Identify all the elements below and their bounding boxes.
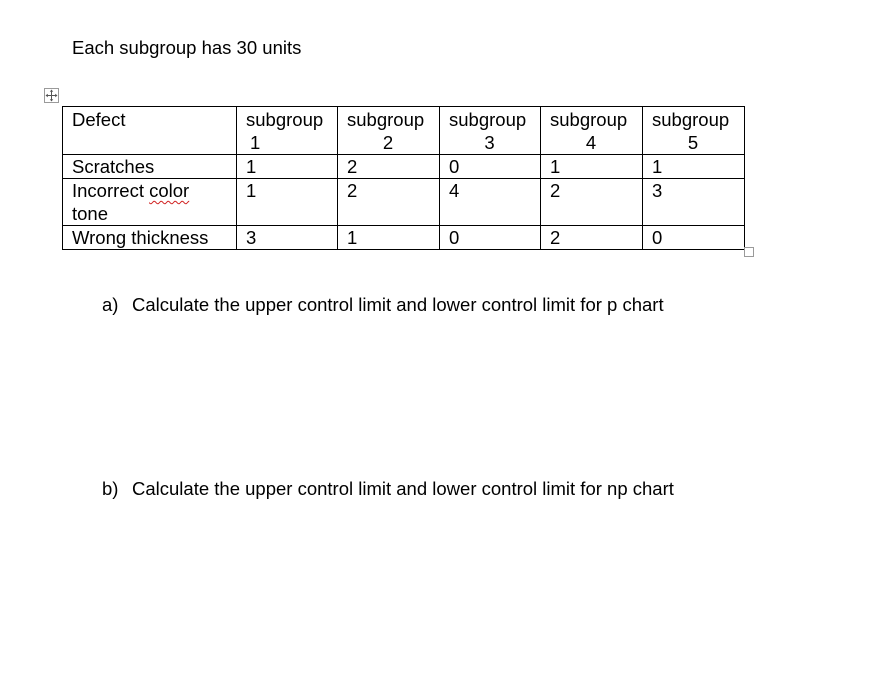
header-subgroup-3[interactable] (440, 107, 541, 155)
table-cell[interactable]: 1 (643, 155, 745, 179)
defect-table (62, 106, 745, 250)
table-cell[interactable]: 4 (440, 179, 541, 226)
header-subgroup-1[interactable] (237, 107, 338, 155)
table-cell[interactable]: 1 (237, 179, 338, 226)
header-subgroup-number: 3 (484, 132, 495, 153)
table-header-row (63, 107, 745, 155)
question-letter: a) (102, 294, 119, 315)
row-label-part: Incorrect (72, 180, 150, 201)
resize-handle-icon[interactable] (744, 247, 754, 257)
table-row (63, 155, 745, 179)
table-cell[interactable]: 3 (643, 179, 745, 226)
row-label[interactable] (63, 179, 237, 226)
table-row (63, 226, 745, 250)
table-cell[interactable]: 0 (643, 226, 745, 250)
header-subgroup-word: subgroup (550, 109, 628, 130)
question-text: Calculate the upper control limit and lower control limit for np chart (132, 478, 674, 499)
table-cell[interactable]: 1 (338, 226, 440, 250)
spellcheck-word: color (149, 180, 190, 201)
table-cell[interactable]: 1 (237, 155, 338, 179)
header-subgroup-number: 5 (687, 132, 699, 153)
table-cell[interactable]: 2 (541, 226, 643, 250)
header-subgroup-number: 4 (585, 132, 597, 153)
header-subgroup-word: subgroup (246, 109, 324, 130)
table-cell[interactable]: 2 (338, 179, 440, 226)
row-label[interactable]: Wrong thickness (63, 226, 237, 250)
table-row (63, 179, 745, 226)
question-b (102, 477, 674, 501)
move-arrows-icon[interactable] (44, 88, 59, 103)
question-text: Calculate the upper control limit and lower control limit for p chart (132, 294, 664, 315)
header-subgroup-4[interactable] (541, 107, 643, 155)
table-cell[interactable]: 0 (440, 226, 541, 250)
header-subgroup-word: subgroup (449, 109, 527, 130)
header-defect[interactable]: Defect (63, 107, 237, 155)
table-cell[interactable]: 0 (440, 155, 541, 179)
row-label[interactable]: Scratches (63, 155, 237, 179)
intro-text: Each subgroup has 30 units (72, 37, 302, 58)
table-cell[interactable]: 2 (338, 155, 440, 179)
question-a (102, 293, 664, 317)
header-subgroup-2[interactable] (338, 107, 440, 155)
question-letter: b) (102, 478, 119, 499)
header-subgroup-5[interactable] (643, 107, 745, 155)
header-subgroup-number: 2 (382, 132, 394, 153)
table-cell[interactable]: 2 (541, 179, 643, 226)
row-label-part: tone (72, 203, 109, 224)
table-cell[interactable]: 3 (237, 226, 338, 250)
header-subgroup-word: subgroup (652, 109, 730, 130)
header-subgroup-number: 1 (250, 132, 261, 153)
header-subgroup-word: subgroup (347, 109, 425, 130)
table-cell[interactable]: 1 (541, 155, 643, 179)
